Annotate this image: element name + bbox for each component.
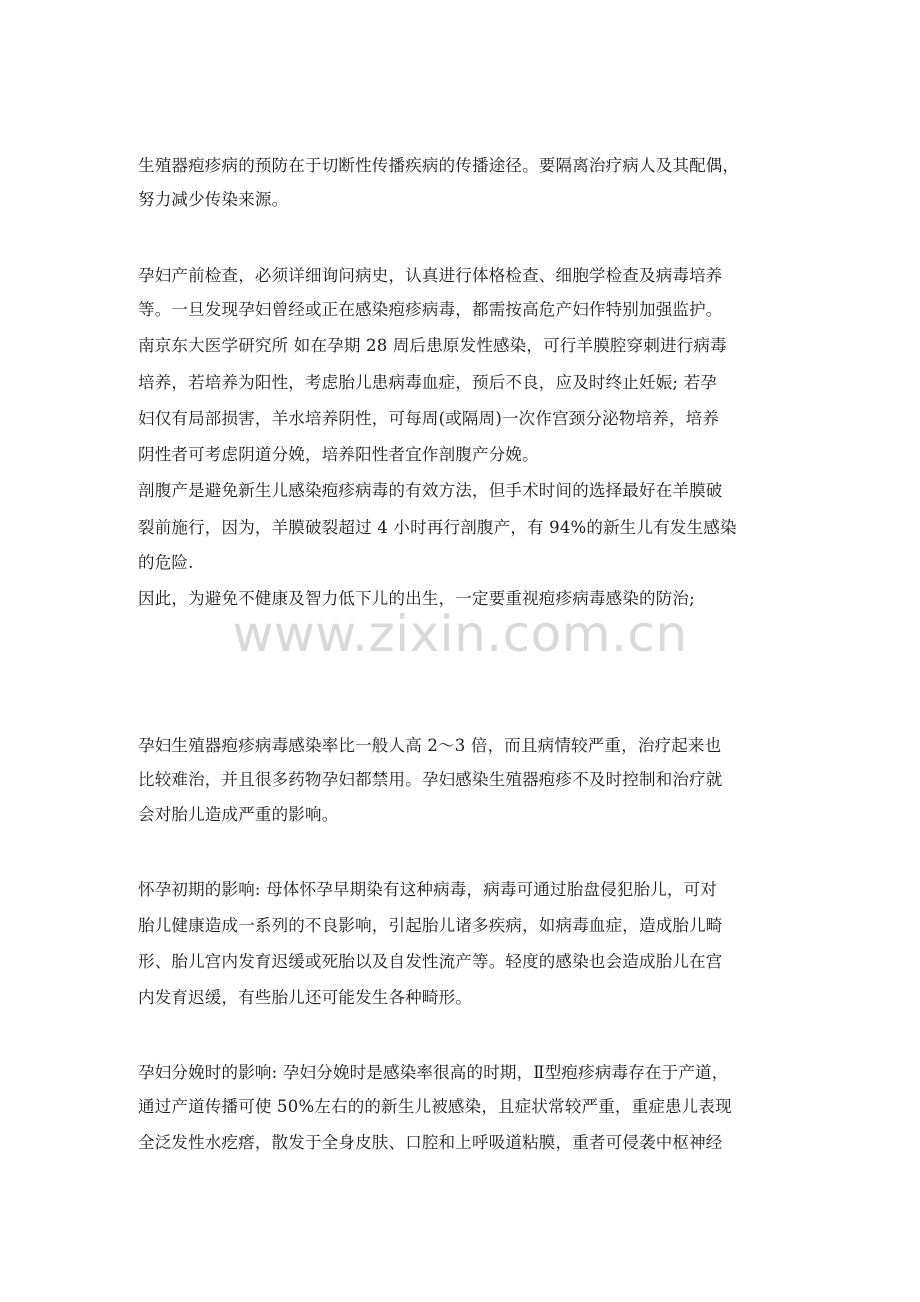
text-line: 孕妇产前检查，必须详细询问病史，认真进行体格检查、细胞学检查及病毒培养 xyxy=(138,266,723,285)
text-line: 全泛发性水疙瘩，散发于全身皮肤、口腔和上呼吸道粘膜，重者可侵袭中枢神经 xyxy=(138,1133,723,1152)
text-line: 会对胎儿造成严重的影响。 xyxy=(138,805,339,824)
text-line: 阴性者可考虑阴道分娩，培养阳性者宜作剖腹产分娩。 xyxy=(138,445,539,464)
text-line: 怀孕初期的影响: 母体怀孕早期染有这种病毒，病毒可通过胎盘侵犯胎儿，可对 xyxy=(138,880,718,899)
text-line: 培养，若培养为阳性，考虑胎儿患病毒血症，预后不良，应及时终止妊娠; 若孕 xyxy=(138,373,718,392)
text-line: 南京东大医学研究所 如在孕期 28 周后患原发性感染，可行羊膜腔穿刺进行病毒 xyxy=(138,336,727,355)
text-line: 裂前施行，因为，羊膜破裂超过 4 小时再行剖腹产，有 94%的新生儿有发生感染 xyxy=(138,518,737,537)
text-line: 形、胎儿宫内发育迟缓或死胎以及自发性流产等。轻度的感染也会造成胎儿在宫 xyxy=(138,952,723,971)
watermark: www.zixin.com.cn xyxy=(232,605,688,663)
text-line: 等。一旦发现孕妇曾经或正在感染疱疹病毒，都需按高危产妇作特别加强监护。 xyxy=(138,300,723,319)
text-line: 的危险. xyxy=(138,553,194,572)
text-line: 生殖器疱疹病的预防在于切断性传播疾病的传播途径。要隔离治疗病人及其配偶， xyxy=(138,156,740,175)
text-line: 努力减少传染来源。 xyxy=(138,190,289,209)
text-line: 胎儿健康造成一系列的不良影响，引起胎儿诸多疾病，如病毒血症，造成胎儿畸 xyxy=(138,916,723,935)
text-line: 剖腹产是避免新生儿感染疱疹病毒的有效方法，但手术时间的选择最好在羊膜破 xyxy=(138,481,723,500)
text-line: 通过产道传播可使 50%左右的的新生儿被感染，且症状常较严重，重症患儿表现 xyxy=(138,1097,732,1116)
text-line: 内发育迟缓，有些胎儿还可能发生各种畸形。 xyxy=(138,988,472,1007)
text-line: 孕妇分娩时的影响: 孕妇分娩时是感染率很高的时期，Ⅱ型疱疹病毒存在于产道， xyxy=(138,1063,729,1082)
text-line: 因此，为避免不健康及智力低下儿的出生，一定要重视疱疹病毒感染的防治; xyxy=(138,589,695,608)
text-line: 比较难治，并且很多药物孕妇都禁用。孕妇感染生殖器疱疹不及时控制和治疗就 xyxy=(138,770,723,789)
text-line: 孕妇生殖器疱疹病毒感染率比一般人高 2～3 倍，而且病情较严重，治疗起来也 xyxy=(138,736,722,755)
text-line: 妇仅有局部损害，羊水培养阴性，可每周(或隔周)一次作宫颈分泌物培养，培养 xyxy=(138,409,720,428)
